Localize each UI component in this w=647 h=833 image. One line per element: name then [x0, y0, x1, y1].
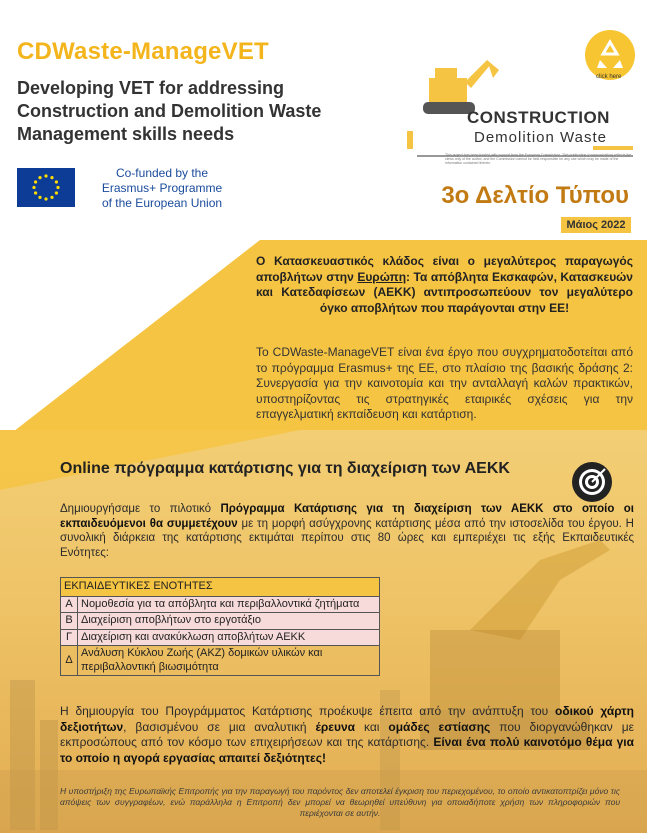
press-release-date: Μάιος 2022	[561, 217, 631, 233]
intro-highlight: Ο Κατασκευαστικός κλάδος είναι ο μεγαλύτερος παραγωγός αποβλήτων στην Ευρώπη: Τα απόβλητα Εκσκαφών, Κατασκευών και Κατεδαφίσεων (ΑΕΚΚ) αντιπροσωπεύουν τον μεγαλύτερο όγκο αποβλήτων που παράγονται στην ΕΕ!	[256, 254, 633, 315]
click-here-label[interactable]: click here	[596, 74, 622, 80]
logo-funding-notice: This project has been funded with support from the European Commission. This publication (communication) reflects the views only of the author, and the Commission cannot be held responsible for any use which may be made of the information contained therein.	[445, 153, 632, 165]
table-row: Γ Διαχείριση και ανακύκλωση αποβλήτων ΑΕΚΚ	[61, 629, 380, 646]
table-row: Α Νομοθεσία για τα απόβλητα και περιβαλλοντικά ζητήματα	[61, 596, 380, 613]
logo-construction: CONSTRUCTION	[467, 108, 610, 127]
closing-paragraph: Η δημιουργία του Προγράμματος Κατάρτισης προέκυψε έπειτα από την ανάπτυξη του οδικού χάρτη δεξιοτήτων, βασισμένου σε μια αναλυτική έρευνα και ομάδες εστίασης που διοργανώθηκαν με εκπροσώπους από τον κόσμο των επιχειρήσεων και της κατάρτισης. Είναι ένα πολύ καινοτόμο θέμα για το οποίο η αγορά εργασίας απαιτεί δεξιότητες!	[60, 704, 634, 765]
section-title: Online πρόγραμμα κατάρτισης για τη διαχείριση των ΑΕΚΚ	[60, 460, 510, 477]
table-row: Β Διαχείριση αποβλήτων στο εργοτάξιο	[61, 613, 380, 630]
intro-paragraph: Το CDWaste-ManageVET είναι ένα έργο που συγχρηματοδοτείται από το πρόγραμμα Erasmus+ της ΕΕ, στο πλαίσιο της βασικής δράσης 2: Συνεργασία για την καινοτομία και την ανταλλαγή καλών πρακτικών, υποστηρίζοντας τις στρατηγικές εταιρικές σχέσεις για την επαγγελματική εκπαίδευση και κατάρτιση.	[256, 345, 633, 421]
training-paragraph: Δημιουργήσαμε το πιλοτικό Πρόγραμμα Κατάρτισης για τη διαχείριση των ΑΕΚΚ στο οποίο οι εκπαιδευόμενοι θα συμμετέχουν με τη μορφή ασύγχρονης κατάρτισης μέσα από την ιστοσελίδα του έργου. Η συνολική διάρκεια της κατάρτισης εκτιμάται περίπου στις 80 ώρες και εμπεριέχει τις εξής Εκπαιδευτικές Ενότητες:	[60, 503, 634, 559]
project-subtitle: Developing VET for addressing Construction and Demolition Waste Management skills needs	[17, 78, 322, 144]
table-row: Δ Ανάλυση Κύκλου Ζωής (ΑΚΖ) δομικών υλικών και περιβαλλοντική βιωσιμότητα	[61, 646, 380, 676]
modules-table-header: ΕΚΠΑΙΔΕΥΤΙΚΕΣ ΕΝΟΤΗΤΕΣ	[61, 578, 380, 597]
project-title: CDWaste-ManageVET	[17, 38, 269, 65]
target-icon	[572, 462, 612, 502]
recycle-icon[interactable]	[585, 30, 635, 80]
cofunded-text: Co-funded by the Erasmus+ Programme of the European Union	[101, 166, 223, 210]
modules-table	[60, 577, 380, 676]
logo-demolition-waste: Demolition Waste	[474, 129, 607, 146]
eu-flag-icon	[17, 168, 75, 207]
eu-disclaimer: Η υποστήριξη της Ευρωπαϊκής Επιτροπής για την παραγωγή του παρόντος δεν αποτελεί έγκριση του περιεχομένου, το οποίο αντικατοπτρίζει μόνο τις απόψεις των συγγραφέων, ενώ παράλληλα η Επιτροπή δεν μπορεί να θεωρηθεί υπεύθυνη για οποιαδήποτε χρήση των πληροφοριών που περιέχονται σε αυτήν.	[60, 786, 620, 818]
press-release-title: 3ο Δελτίο Τύπου	[441, 182, 629, 209]
